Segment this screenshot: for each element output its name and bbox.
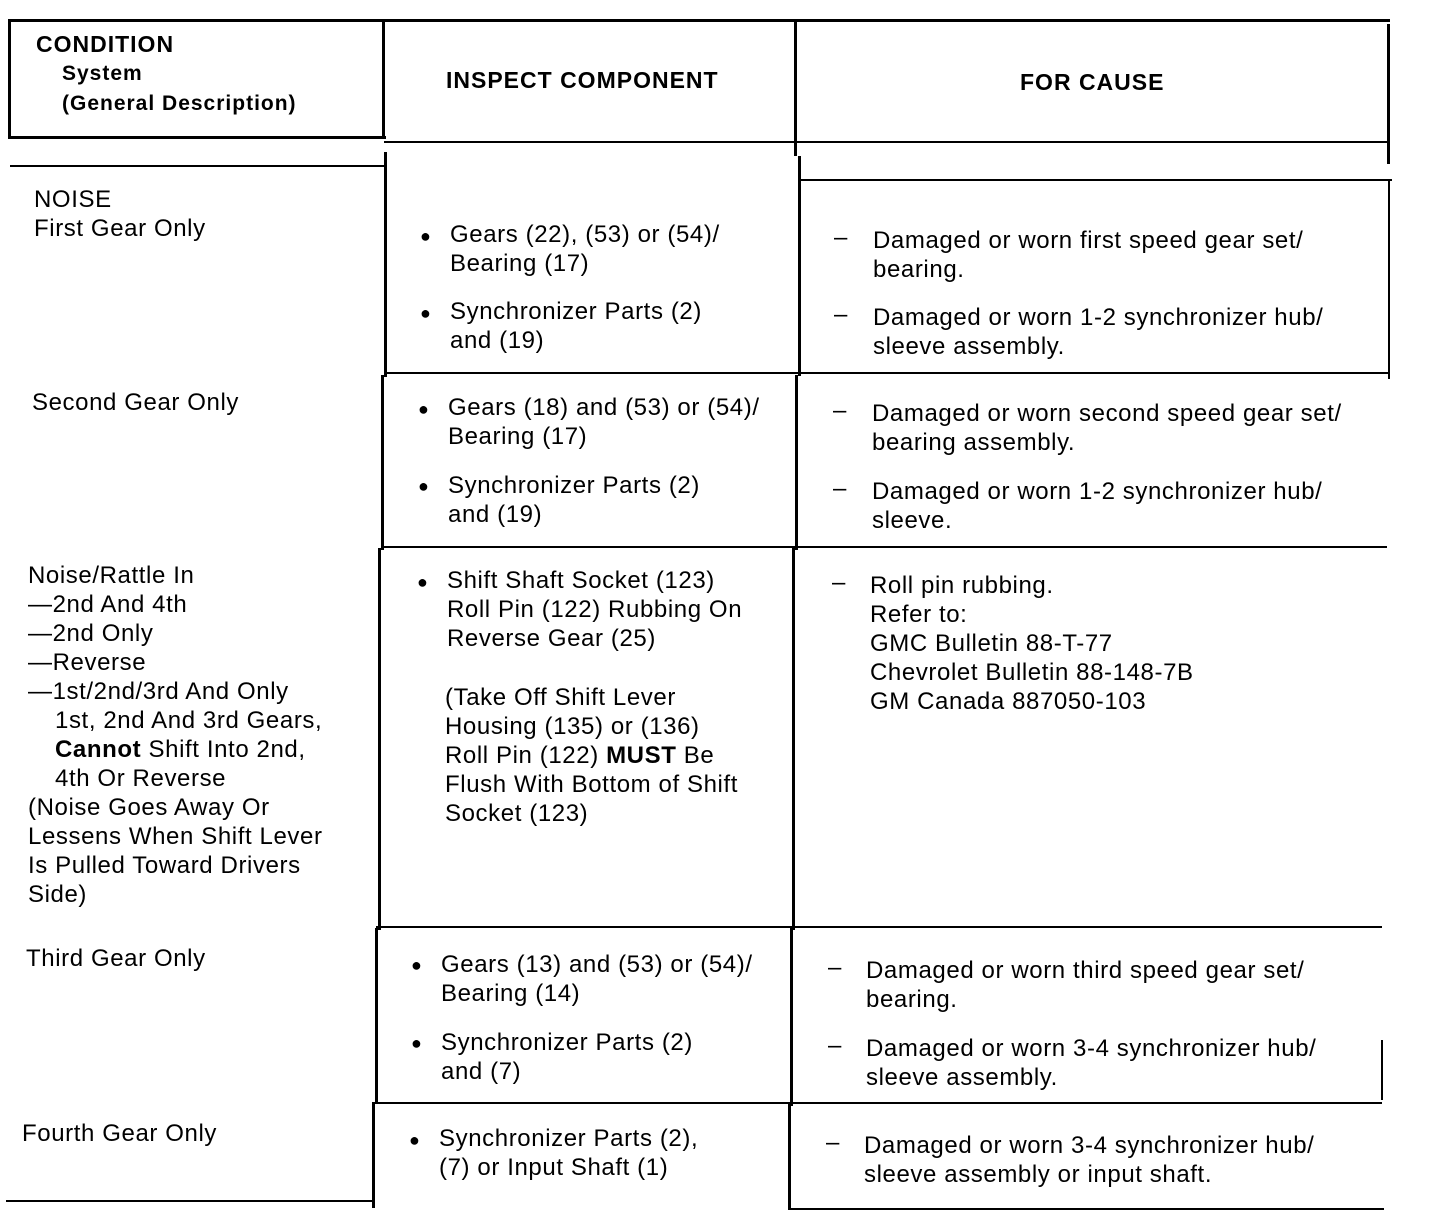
cause-line: Damaged or worn 3-4 synchronizer hub/	[866, 1035, 1317, 1062]
condition-line: Second Gear Only	[32, 389, 240, 416]
condition-line: Fourth Gear Only	[22, 1120, 218, 1147]
inspect-line: Bearing (17)	[450, 250, 590, 277]
inspect-line: Bearing (17)	[448, 423, 588, 450]
bullet-icon: ●	[411, 955, 422, 975]
inspect-line: Bearing (14)	[441, 980, 581, 1007]
condition-line: First Gear Only	[34, 215, 206, 242]
inspect-line: Flush With Bottom of Shift	[445, 771, 739, 798]
body-col-divider	[378, 548, 381, 930]
inspect-line: (Take Off Shift Lever	[445, 684, 676, 711]
inspect-line-text: Be	[683, 742, 715, 769]
row-divider	[374, 1102, 1382, 1104]
cause-line: sleeve assembly or input shaft.	[864, 1161, 1213, 1188]
table-right-border	[1387, 24, 1390, 164]
condition-line: —1st/2nd/3rd And Only	[28, 678, 289, 705]
inspect-line: and (19)	[450, 327, 545, 354]
dash-icon: –	[826, 1129, 840, 1156]
bullet-icon: ●	[420, 226, 431, 246]
cause-line: Chevrolet Bulletin 88-148-7B	[870, 659, 1194, 686]
condition-line: Noise/Rattle In	[28, 562, 195, 589]
cause-item	[870, 571, 1194, 716]
inspect-line: Gears (13) and (53) or (54)/	[441, 951, 753, 978]
condition-line-text: Shift Into 2nd,	[148, 736, 306, 763]
bullet-icon: ●	[420, 303, 431, 323]
bullet-icon: ●	[417, 572, 428, 592]
inspect-line: and (19)	[448, 501, 543, 528]
inspect-line: Socket (123)	[445, 800, 589, 827]
inspect-line-text: Roll Pin (122)	[445, 742, 599, 769]
cause-line: Refer to:	[870, 601, 968, 628]
cause-line: GMC Bulletin 88-T-77	[870, 630, 1113, 657]
inspect-item	[439, 1124, 698, 1182]
bullet-icon: ●	[409, 1130, 420, 1150]
condition-line: —2nd And 4th	[28, 591, 188, 618]
cause-line: Damaged or worn 1-2 synchronizer hub/	[872, 478, 1323, 505]
dash-icon: –	[828, 954, 842, 981]
inspect-item	[441, 1028, 693, 1086]
cause-item	[873, 303, 1323, 361]
body-top-border	[800, 179, 1392, 181]
inspect-item	[448, 393, 760, 451]
condition-line: —Reverse	[28, 649, 147, 676]
cause-item	[866, 1034, 1316, 1092]
header-condition-system: System	[62, 62, 143, 85]
inspect-line: Housing (135) or (136)	[445, 713, 700, 740]
cause-line: sleeve assembly.	[866, 1064, 1058, 1091]
inspect-line: Synchronizer Parts (2)	[450, 298, 702, 325]
inspect-line: and (7)	[441, 1058, 522, 1085]
cause-line: Damaged or worn 1-2 synchronizer hub/	[873, 304, 1324, 331]
emphasis-must: MUST	[606, 742, 677, 769]
header-condition-title: CONDITION	[36, 31, 175, 57]
header-bottom-border	[8, 136, 386, 139]
body-col-divider	[372, 1102, 375, 1208]
body-col-divider	[384, 152, 387, 377]
dash-icon: –	[832, 569, 846, 596]
condition-line: Side)	[28, 881, 88, 908]
condition-cell	[34, 185, 206, 243]
condition-cell	[28, 561, 323, 909]
table-bottom-border	[788, 1208, 1384, 1210]
cause-line: Damaged or worn 3-4 synchronizer hub/	[864, 1132, 1315, 1159]
cause-item	[866, 956, 1304, 1014]
cause-item	[872, 477, 1322, 535]
condition-line: (Noise Goes Away Or	[28, 794, 270, 821]
dash-icon: –	[828, 1032, 842, 1059]
right-edge-mark	[1381, 1040, 1383, 1100]
row-divider	[376, 926, 1382, 928]
inspect-item	[450, 220, 720, 278]
inspect-line: Synchronizer Parts (2)	[441, 1029, 693, 1056]
condition-cell	[22, 1119, 217, 1148]
condition-cell	[32, 388, 239, 417]
condition-line: —2nd Only	[28, 620, 154, 647]
inspect-line: Synchronizer Parts (2),	[439, 1125, 699, 1152]
bullet-icon: ●	[418, 476, 429, 496]
inspect-item	[448, 471, 700, 529]
cause-line: sleeve.	[872, 507, 953, 534]
row-divider	[381, 546, 1387, 548]
bullet-icon: ●	[418, 399, 429, 419]
body-top-border	[10, 165, 386, 167]
table-top-border	[8, 19, 1390, 22]
dash-icon: –	[833, 475, 847, 502]
dash-icon: –	[834, 301, 848, 328]
body-col-divider	[792, 548, 795, 930]
row-divider	[384, 372, 1390, 374]
condition-cell	[26, 944, 206, 973]
inspect-line: Roll Pin (122) Rubbing On	[447, 596, 743, 623]
body-col-divider	[381, 375, 384, 550]
condition-line: 4th Or Reverse	[55, 765, 227, 792]
inspect-line: Reverse Gear (25)	[447, 625, 656, 652]
condition-line: Is Pulled Toward Drivers	[28, 852, 301, 879]
cause-item	[872, 399, 1342, 457]
cause-line: sleeve assembly.	[873, 333, 1065, 360]
condition-line	[28, 735, 323, 764]
emphasis-cannot: Cannot	[55, 736, 142, 763]
body-col-divider	[795, 375, 798, 550]
cause-item	[864, 1131, 1314, 1189]
header-col-divider	[382, 19, 385, 139]
header-for-cause: FOR CAUSE	[1020, 69, 1165, 95]
header-inspect-component: INSPECT COMPONENT	[446, 67, 719, 93]
inspect-item	[450, 297, 702, 355]
header-bottom-border	[384, 141, 1390, 143]
inspect-line: Synchronizer Parts (2)	[448, 472, 700, 499]
inspect-line: Shift Shaft Socket (123)	[447, 567, 715, 594]
condition-line: Lessens When Shift Lever	[28, 823, 323, 850]
header-condition-description: (General Description)	[62, 92, 297, 115]
cause-line: bearing.	[866, 986, 958, 1013]
inspect-line: Gears (22), (53) or (54)/	[450, 221, 720, 248]
table-left-border	[8, 19, 11, 139]
condition-line: NOISE	[34, 186, 112, 213]
inspect-item	[441, 950, 753, 1008]
cause-line: Roll pin rubbing.	[870, 572, 1054, 599]
dash-icon: –	[834, 224, 848, 251]
cause-line: bearing assembly.	[872, 429, 1076, 456]
header-col-divider	[794, 22, 797, 156]
cause-line: bearing.	[873, 256, 965, 283]
table-bottom-border	[6, 1200, 374, 1202]
bullet-icon: ●	[411, 1033, 422, 1053]
cause-line: Damaged or worn second speed gear set/	[872, 400, 1342, 427]
body-col-divider	[790, 928, 793, 1106]
body-col-divider	[375, 928, 378, 1104]
body-right-border	[1388, 179, 1390, 379]
cause-line: Damaged or worn first speed gear set/	[873, 227, 1304, 254]
cause-line: Damaged or worn third speed gear set/	[866, 957, 1305, 984]
condition-line: 1st, 2nd And 3rd Gears,	[55, 707, 323, 734]
dash-icon: –	[833, 397, 847, 424]
condition-line: Third Gear Only	[26, 945, 206, 972]
inspect-line: (7) or Input Shaft (1)	[439, 1154, 669, 1181]
body-col-divider	[788, 1104, 791, 1210]
inspect-item	[447, 566, 742, 653]
cause-item	[873, 226, 1303, 284]
inspect-note	[445, 683, 738, 828]
cause-line: GM Canada 887050-103	[870, 688, 1147, 715]
inspect-line: Gears (18) and (53) or (54)/	[448, 394, 760, 421]
inspect-line	[445, 741, 738, 770]
body-col-divider	[798, 156, 801, 376]
